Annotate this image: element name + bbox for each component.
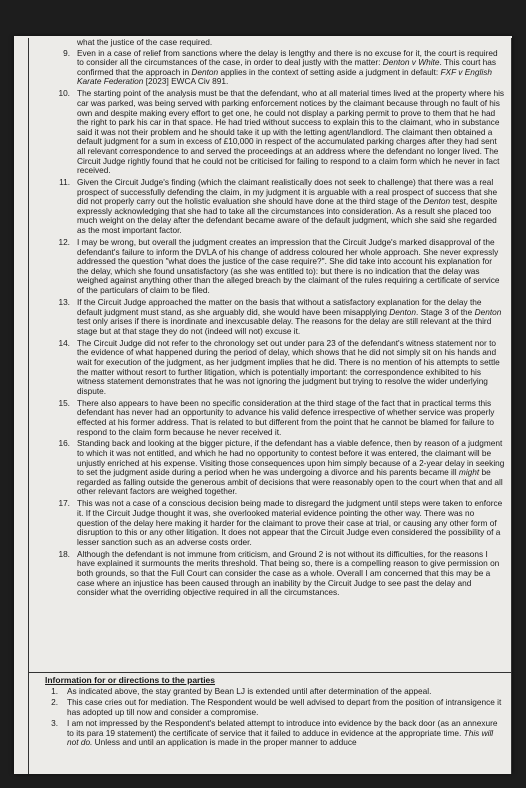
paragraph-number: 13. [58,297,70,307]
paragraph-list [29,49,511,598]
paragraph-text: The Circuit Judge did not refer to the chronology set out under para 23 of the defendant's witness statement nor to the evidence of what happened during the period of delay, which shows that he did not simply sit on his hands and wait for execution of the judgment, as her judgment implies that he did. There is no mention of his attempts to settle the matter without resort to further litigation, which is potentially important: the correspondence exhibited to his witness statement demonstrates that he was not ignoring the judgment but trying to resolve the wider underlying dispute. [77,337,500,396]
reasons-section [28,38,512,673]
paragraph-text: The starting point of the analysis must be that the defendant, who at all material times lived at the property where his car was parked, was being served with parking enforcement notices by the claimant because through no fault of his own and despite making every effort to get one, he could not display a parking permit to prove to them that he had the right to park his car in that space. He had tried without success to explain this to the claimant, who in substance said it was not their problem and he should take it up with the letting agent/landlord. The claimant then obtained a default judgment for a sum in excess of £10,000 in respect of the accumulated parking charges after they had sent all relevant correspondence to and served the proceedings at an address where the defendant no longer lived. The Circuit Judge rightly found that he could not be criticised for failing to respond to a claim form which he never in fact received. [77,88,505,176]
paragraph-text: I may be wrong, but overall the judgment creates an impression that the Circuit Judge's marked disapproval of the defendant's failure to inform the DVLA of his change of address coloured her whole approach. She never expressly addressed the question "what does the justice of the case require?". She did take into account his explanation for the delay, which she found unsatisfactory (as she was entitled to): but there is no indication that the delay was weighed against anything other than the alleged breach by the claimant of the rules requiring a certificate of service of the particulars of claim to be filed. [77,237,500,296]
directions-heading: Information for or directions to the parties [45,675,216,685]
paragraph [29,339,511,397]
paragraph [29,439,511,497]
direction-item [29,687,511,697]
paragraph [29,238,511,296]
lead-in-text: what the justice of the case required. [77,37,213,47]
paragraph-number: 18. [58,548,70,559]
paragraph-number: 17. [58,498,70,509]
paragraph-text: Given the Circuit Judge's finding (which the claimant realistically does not seek to challenge) that there was a real prospect of successfully defending the claim, in my judgment it is arguable with a real prospect of success that she did not properly carry out the holistic evaluation she should have done at the third stage of the Denton test, despite expressly acknowledging that she had to take all the circumstances into consideration. As a result she placed too much weight on the delay after the defendant became aware of the default judgment, which she said she regarded as the most important factor. [77,177,498,236]
paragraph-number: 9. [63,47,70,58]
paragraph-number: 16. [58,438,70,449]
paragraph [29,550,511,598]
paragraph-text: This was not a case of a conscious decision being made to disregard the judgment until steps were taken to enforce it. If the Circuit Judge thought it was, she overlooked material evidence pointing the other way. There was no question of the delay here making it harder for the claimant to prove their case at trial, or causing any other form of disruption to this or any other litigation. It does not appear that the Circuit Judge even considered the possibility of a lesser sanction such as an adverse costs order. [77,498,503,547]
directions-section [28,672,512,774]
paragraph-number: 15. [58,397,70,408]
paragraph-text: There also appears to have been no specific consideration at the third stage of the fact that in practical terms this defendant has never had an opportunity to advance his valid defence irrespective of whether service was properly effected at his former address. That is related to but different from the point that he cannot be blamed for failure to respond to the claim form because he never received it. [77,397,495,437]
paragraph [29,399,511,437]
direction-number: 2. [51,697,58,708]
direction-text: I am not impressed by the Respondent's belated attempt to introduce into evidence by the back door (as an annexure to its para 19 statement) the certificate of service that it failed to adduce in evidence at the appropriate time. This will not do. Unless and until an application is made in the proper manner to adduce [67,717,498,748]
direction-number: 3. [51,717,58,728]
paragraph [29,178,511,236]
paragraph-number: 12. [58,237,70,248]
paragraph-text: Standing back and looking at the bigger picture, if the defendant has a viable defence, then by reason of a judgment to which it was not entitled, and which he had no opportunity to contest before it was entered, the claimant will be unjustly enriched at his expense. Visiting those consequences upon him simply because of a 2-year delay in seeking to set the judgment aside during a period when he was undergoing a divorce and his parents became ill might be regarded as falling outside the generous ambit of decisions that were reasonably open to the court when that and all other relevant factors are weighed together. [77,438,505,497]
direction-item [29,698,511,717]
paragraph-text: If the Circuit Judge approached the matter on the basis that without a satisfactory explanation for the delay the default judgment must stand, as she arguably did, she would have been misapplying Denton. Stage 3 of the Denton test only arises if there is inordinate and inexcusable delay. The reasons for the delay are still relevant at the third stage but at that stage they do not (indeed will not) excuse it. [77,297,502,336]
paragraph [29,499,511,547]
direction-number: 1. [51,686,58,696]
directions-list [29,687,511,748]
paragraph-text: Although the defendant is not immune from criticism, and Ground 2 is not without its difficulties, for the reasons I have explained it surmounts the merits threshold. That being so, there is a compelling reason to give permission on both grounds, so that the Full Court can consider the case as a whole. Overall I am concerned that this may be a case where an injustice has been caused through an inability by the Circuit Judge to see past the delay and consider what the overriding objective required in all the circumstances. [77,548,500,598]
paragraph-number: 11. [59,177,70,188]
paragraph [29,89,511,175]
paragraph [29,49,511,87]
paragraph-number: 14. [58,337,70,348]
paragraph-text: Even in a case of relief from sanctions where the delay is lengthy and there is no excuse for it, the court is required to consider all the circumstances of the case, in order to deal justly with the matter: Denton v White. This court has confirmed that the approach in Denton applies in the context of setting aside a judgment in default: FXF v English Karate Federation [2023] EWCA Civ 891. [77,47,498,87]
direction-text: This case cries out for mediation. The Respondent would be well advised to depart from the position of intransigence it has adopted up till now and consider a compromise. [67,697,502,717]
paragraph-number: 10. [58,88,70,99]
direction-item [29,719,511,748]
paragraph [29,298,511,336]
document-page [14,36,512,774]
direction-text: As indicated above, the stay granted by Bean LJ is extended until after determination of the appeal. [67,686,432,696]
